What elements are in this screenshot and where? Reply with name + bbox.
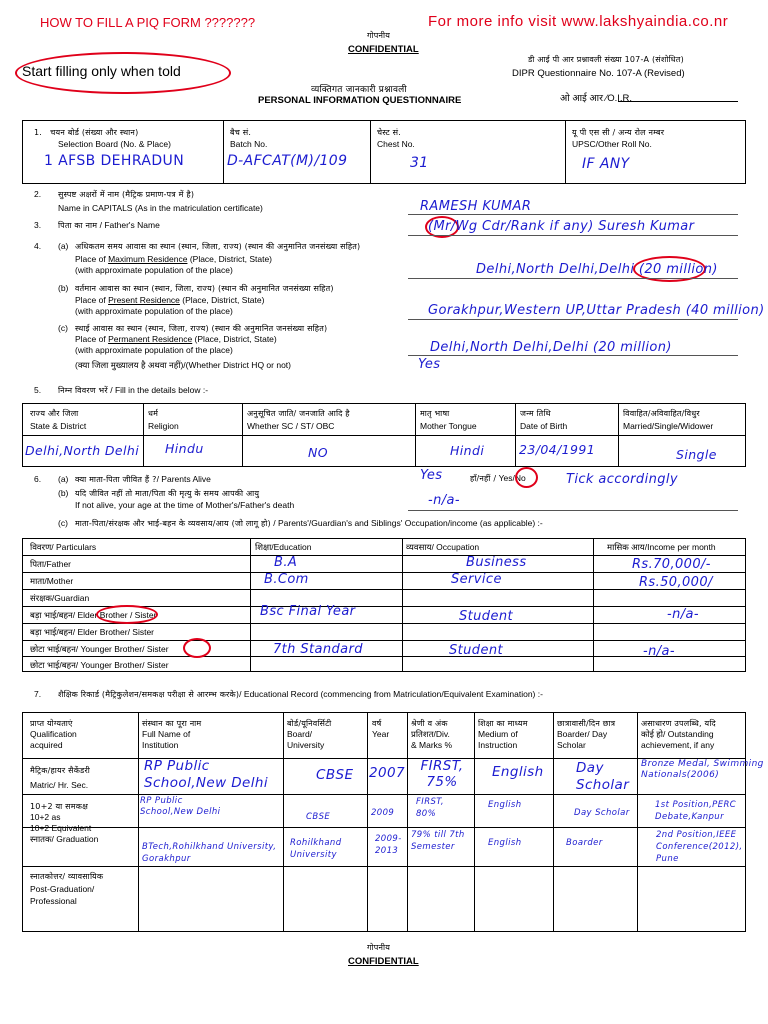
confidential-top: CONFIDENTIAL: [348, 44, 419, 55]
q2-label: Name in CAPITALS (As in the matriculation certificate): [58, 203, 263, 213]
row-younger-1: छोटा भाई/बहन/ Younger Brother/ Sister: [30, 644, 169, 654]
present-residence-value[interactable]: Gorakhpur,Western UP,Uttar Pradesh (40 million): [428, 303, 765, 318]
12-institution[interactable]: RP Public School,New Delhi: [140, 796, 221, 817]
q7-label: / Educational Record (commencing from Matriculation/Equivalent Examination) :-: [239, 689, 543, 699]
matric-medium[interactable]: English: [492, 764, 544, 780]
father-edu[interactable]: B.A: [274, 555, 298, 570]
chest-value[interactable]: 31: [410, 155, 429, 171]
district-hq-value[interactable]: Yes: [418, 357, 441, 372]
col-marital-hindi: विवाहित/अविवाहित/विधुर: [623, 409, 700, 418]
board-label: Selection Board (No. & Place): [58, 139, 171, 149]
q6b-hindi: यदि जीवित नहीं तो माता/पिता की मृत्यु के समय आपकी आयु: [75, 489, 260, 498]
board-value[interactable]: 1 AFSB DEHRADUN: [44, 153, 185, 169]
col-medium: शिक्षा का माध्यम Medium of Instruction: [478, 719, 528, 750]
row-elder-2: बड़ा भाई/बहन/ Elder Brother/ Sister: [30, 627, 155, 637]
q4a-pop: (with approximate population of the place): [75, 265, 233, 275]
q2-hindi: सुस्पष्ट अक्षरों में नाम (मैट्रिक प्रमाण-पत्र में है): [58, 190, 195, 199]
father-inc[interactable]: Rs.70,000/-: [632, 557, 711, 572]
dob-value[interactable]: 23/04/1991: [519, 442, 596, 457]
upsc-label-hindi: यू पी एस सी / अन्य रोल नम्बर: [572, 128, 665, 137]
row-mother: माता/Mother: [30, 576, 74, 586]
younger-edu[interactable]: 7th Standard: [273, 642, 363, 657]
col-sc-hindi: अनुसूचित जाति/ जनजाति आदि है: [247, 409, 350, 418]
grad-year[interactable]: 2009- 2013: [375, 834, 402, 856]
row-matric: मैट्रिक/हायर सैकेंडरी Matric/ Hr. Sec.: [30, 766, 91, 790]
oir-label: ओ आई आर ⁄O.I.R.: [560, 93, 632, 104]
religion-value[interactable]: Hindu: [165, 441, 204, 456]
district-hq-label: (क्या जिला मुख्यालय है अथवा नहीं)/(Whether District HQ or not): [75, 360, 291, 370]
col-occupation: व्यवसाय/ Occupation: [406, 542, 480, 552]
father-value[interactable]: (Mr/Wg Cdr/Rank if any) Suresh Kumar: [428, 219, 695, 234]
12-board[interactable]: CBSE: [306, 812, 331, 822]
mother-occ[interactable]: Service: [451, 572, 502, 587]
name-value[interactable]: RAMESH KUMAR: [420, 199, 532, 214]
grad-achievement[interactable]: 2nd Position,IEEE Conference(2012), Pune: [656, 830, 743, 864]
q5-hindi: निम्न विवरण भरें: [58, 386, 108, 395]
upsc-value[interactable]: IF ANY: [582, 156, 630, 172]
q5-num: 5.: [34, 385, 42, 395]
q3-label: / Father's Name: [99, 220, 160, 230]
q7-hindi: शैक्षिक रिकार्ड (मैट्रिकुलेशन/समकक्ष परीक्षा से आरम्भ करके): [58, 690, 240, 699]
tongue-value[interactable]: Hindi: [450, 443, 485, 458]
row-elder-1: बड़ा भाई/बहन/ Elder Brother / Sister: [30, 610, 157, 620]
q4a-hindi: अधिकतम समय आवास का स्थान (स्थान, जिला, राज्य) (स्थान की अनुमानित जनसंख्या सहित): [75, 242, 361, 251]
permanent-residence-value[interactable]: Delhi,North Delhi,Delhi (20 million): [430, 340, 672, 355]
grad-marks[interactable]: 79% till 7th Semester: [411, 830, 465, 852]
start-note: Start filling only when told: [22, 63, 181, 79]
col-tongue: Mother Tongue: [420, 421, 477, 431]
q3-num: 3.: [34, 220, 42, 230]
q4b-lbl: (b): [58, 283, 69, 293]
chest-label: Chest No.: [377, 139, 415, 149]
grad-boarder[interactable]: Boarder: [566, 838, 603, 848]
parents-alive-value[interactable]: Yes: [420, 468, 443, 483]
mother-inc[interactable]: Rs.50,000/: [639, 575, 713, 590]
col-sc: Whether SC / ST/ OBC: [247, 421, 335, 431]
q6a-lbl: (a): [58, 474, 69, 484]
yes-option: Yes: [498, 473, 513, 483]
secret-hindi: गोपनीय: [367, 31, 391, 40]
col-qualification: प्राप्त योग्यताएं Qualification acquired: [30, 719, 77, 750]
12-marks[interactable]: FIRST, 80%: [416, 797, 444, 819]
batch-label-hindi: बैच सं.: [230, 128, 252, 137]
grad-board[interactable]: Rohilkhand University: [290, 838, 342, 860]
matric-marks[interactable]: FIRST, 75%: [420, 758, 464, 790]
q6b-lbl: (b): [58, 488, 69, 498]
col-board: बोर्ड/यूनिवर्सिटी Board/ University: [287, 719, 332, 750]
q4c-hindi: स्थाई आवास का स्थान (स्थान, जिला, राज्य) (स्थान की अनुमानित जनसंख्या सहित): [75, 324, 328, 333]
elder-inc[interactable]: -n/a-: [667, 607, 699, 622]
row-graduation: स्नातक/ Graduation: [30, 834, 99, 844]
dipr-hindi: डी आई पी आर प्रश्नावली संख्या 107-A (संशोधित): [528, 55, 684, 64]
grad-medium[interactable]: English: [488, 838, 522, 848]
q4a-lbl: (a): [58, 241, 69, 251]
col-year: वर्ष Year: [372, 719, 390, 739]
footer-secret-hindi: गोपनीय: [367, 943, 391, 952]
howto-heading: HOW TO FILL A PIQ FORM ???????: [40, 15, 256, 30]
younger-occ[interactable]: Student: [449, 643, 503, 658]
sister-oval: [183, 638, 211, 658]
q5-label: / Fill in the details below :-: [110, 385, 209, 395]
marital-value[interactable]: Single: [676, 447, 717, 462]
row-younger-2: छोटा भाई/बहन/ Younger Brother/ Sister: [30, 660, 169, 670]
elder-occ[interactable]: Student: [459, 609, 513, 624]
col-state-hindi: राज्य और जिला: [30, 409, 79, 418]
max-residence-value[interactable]: Delhi,North Delhi,Delhi (20 million): [476, 262, 718, 277]
col-education: शिक्षा/Education: [255, 542, 312, 552]
row-guardian: संरक्षक/Guardian: [30, 593, 90, 603]
matric-boarder[interactable]: Day Scholar: [576, 760, 630, 793]
col-religion: Religion: [148, 421, 179, 431]
col-boarder: छात्रावासी/दिन छात्र Boarder/ Day Scholar: [557, 719, 616, 750]
dipr-english: DIPR Questionnaire No. 107-A (Revised): [512, 68, 685, 79]
q4c-pop: (with approximate population of the place): [75, 345, 233, 355]
q2-num: 2.: [34, 189, 42, 199]
board-label-hindi: चयन बोर्ड (संख्या और स्थान): [50, 128, 139, 137]
q4b-pop: (with approximate population of the place): [75, 306, 233, 316]
q6c-label: / Parents'/Guardian's and Siblings' Occupation/income (as applicable) :-: [273, 518, 543, 528]
batch-value[interactable]: D-AFCAT(M)/109: [227, 153, 348, 169]
col-institution: संस्थान का पूरा नाम Full Name of Institution: [142, 719, 202, 750]
title-english: PERSONAL INFORMATION QUESTIONNAIRE: [258, 95, 462, 106]
q4b-hindi: वर्तमान आवास का स्थान (स्थान, जिला, राज्य) (स्थान की अनुमानित जनसंख्या सहित): [75, 284, 334, 293]
matric-year[interactable]: 2007: [369, 765, 405, 781]
batch-label: Batch No.: [230, 139, 268, 149]
upsc-label: UPSC/Other Roll No.: [572, 139, 652, 149]
q6b-label: If not alive, your age at the time of Mother's/Father's death: [75, 500, 295, 510]
col-tongue-hindi: मातृ भाषा: [420, 409, 450, 418]
col-marks: श्रेणी व अंक प्रतिशत/Div. & Marks %: [411, 719, 453, 750]
oir-line: [618, 101, 738, 102]
q6c-lbl: (c): [58, 518, 68, 528]
q6-num: 6.: [34, 474, 42, 484]
state-value[interactable]: Delhi,North Delhi: [25, 443, 140, 458]
q4c-lbl: (c): [58, 323, 68, 333]
12-year[interactable]: 2009: [371, 808, 395, 818]
age-death-value[interactable]: -n/a-: [428, 493, 460, 508]
col-dob: Date of Birth: [520, 421, 568, 431]
more-info-link[interactable]: For more info visit www.lakshyaindia.co.nr: [428, 13, 729, 30]
q4-num: 4.: [34, 241, 42, 251]
col-achievement: असाधारण उपलब्धि, यदि कोई हो/ Outstanding achievement, if any: [641, 719, 716, 750]
elder-edu[interactable]: Bsc Final Year: [260, 604, 356, 619]
col-marital: Married/Single/Widower: [623, 421, 714, 431]
father-occ[interactable]: Business: [466, 555, 527, 570]
12-achievement[interactable]: 1st Position,PERC Debate,Kanpur: [655, 800, 737, 822]
matric-achievement[interactable]: Bronze Medal, Swimming Nationals(2006): [641, 759, 764, 780]
grad-institution[interactable]: BTech,Rohilkhand University, Gorakhpur: [142, 842, 277, 864]
title-hindi: व्यक्तिगत जानकारी प्रश्नावली: [311, 85, 407, 95]
matric-institution[interactable]: RP Public School,New Delhi: [144, 758, 269, 791]
col-income: मासिक आय/Income per month: [607, 542, 716, 552]
q6a-hindi: क्या माता-पिता जीवित हैं ?: [75, 475, 157, 484]
younger-inc[interactable]: -n/a-: [643, 644, 675, 659]
chest-label-hindi: चेस्ट सं.: [377, 128, 401, 137]
12-boarder[interactable]: Day Scholar: [574, 808, 630, 818]
row-postgrad: स्नातकोत्तर/ व्यावसायिक Post-Graduation/ Professional: [30, 872, 104, 906]
tick-note: Tick accordingly: [566, 472, 678, 487]
q6c-hindi: माता-पिता/संरक्षक और भाई-बहन के व्यवसाय/आय (जो लागू हो): [75, 519, 271, 528]
row-father: पिता/Father: [30, 559, 72, 569]
row-12: 10+2 या समकक्ष 10+2 as 10+2 Equivalent: [30, 802, 92, 833]
matric-board[interactable]: CBSE: [316, 767, 354, 783]
12-medium[interactable]: English: [488, 800, 522, 810]
elder-brother-oval: [96, 605, 158, 624]
col-particulars: विवरण/ Particulars: [30, 542, 97, 552]
q7-num: 7.: [34, 689, 42, 699]
no-option: /No: [512, 473, 526, 483]
sc-value[interactable]: NO: [308, 445, 328, 460]
mother-edu[interactable]: B.Com: [264, 572, 309, 587]
col-dob-hindi: जन्म तिथि: [520, 409, 551, 418]
col-religion-hindi: धर्म: [148, 409, 159, 418]
confidential-bottom: CONFIDENTIAL: [348, 956, 419, 967]
q6a-label: / Parents Alive: [156, 474, 211, 484]
yes-oval: [515, 467, 538, 488]
q3-hindi: पिता का नाम: [58, 221, 98, 230]
col-state: State & District: [30, 421, 87, 431]
